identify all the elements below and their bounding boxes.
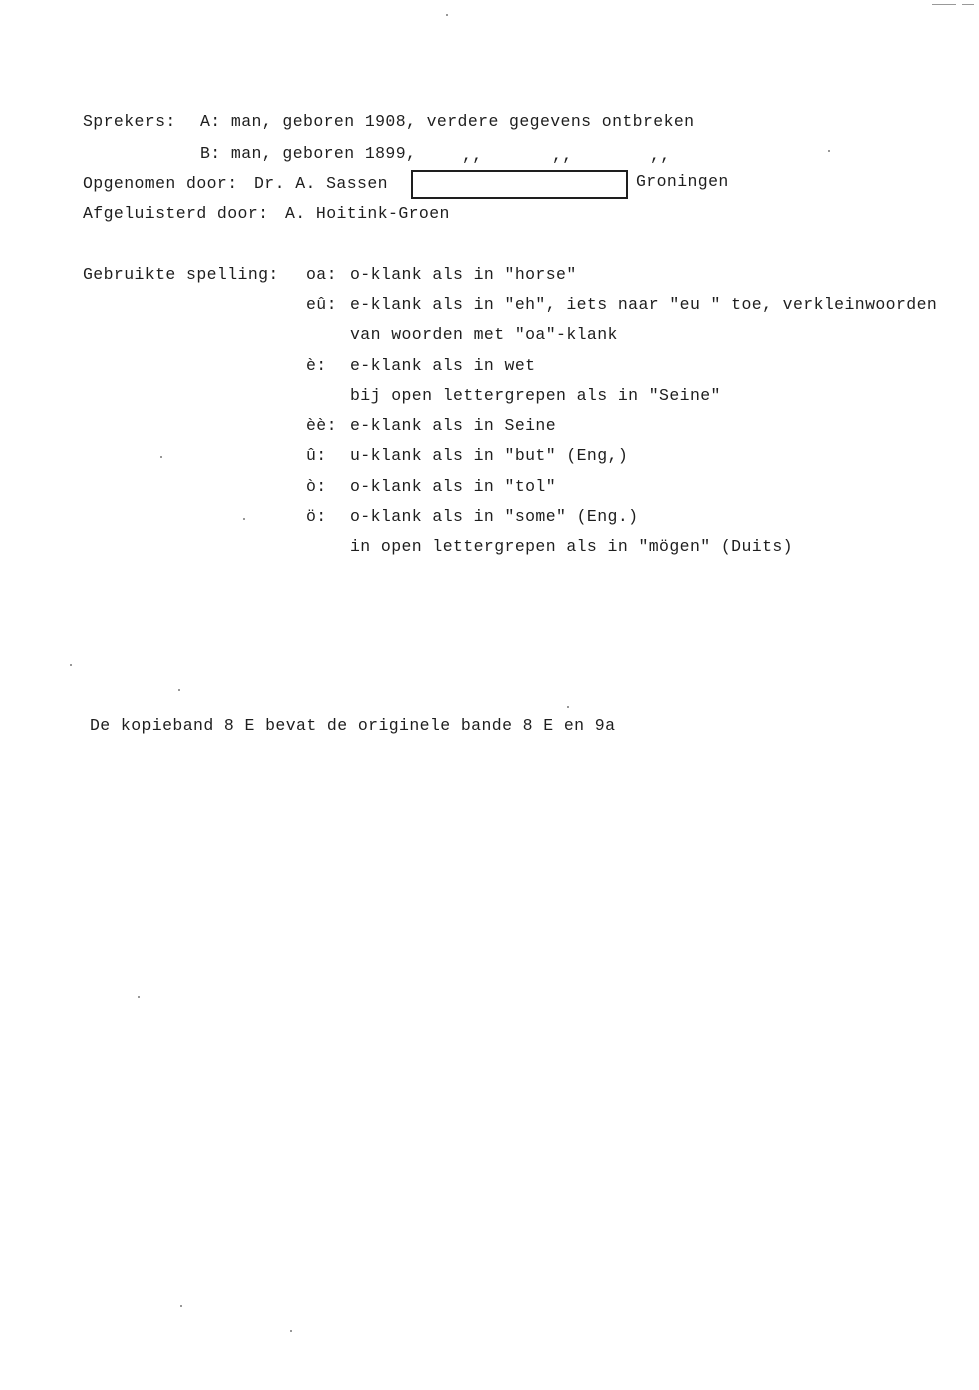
listened-label: Afgeluisterd door: [83,204,269,223]
ditto-mark: ,, [462,146,483,165]
ditto-mark: ,, [650,146,671,165]
spelling-text: van woorden met "oa"-klank [350,325,618,344]
scan-speck [178,689,180,691]
spelling-symbol: è: [306,356,327,375]
spelling-text: o-klank als in "horse" [350,265,577,284]
scan-speck [160,456,162,458]
spelling-text: e-klank als in Seine [350,416,557,435]
spelling-text: in open lettergrepen als in "mögen" (Duits) [350,537,793,556]
listened-name: A. Hoitink-Groen [285,204,450,223]
scan-speck [828,150,830,152]
spelling-text: o-klank als in "tol" [350,477,557,496]
footer-note: De kopieband 8 E bevat de originele bande 8 E en 9a [90,716,616,735]
spelling-label: Gebruikte spelling: [83,265,279,284]
scan-speck [138,996,140,998]
spelling-symbol: ò: [306,477,327,496]
scan-speck [70,664,72,666]
speaker-b: B: man, geboren 1899, [200,144,417,163]
recorded-place: Groningen [636,172,729,191]
scan-mark [932,4,956,5]
scan-speck [567,706,569,708]
spelling-symbol: û: [306,446,327,465]
spelling-symbol: oa: [306,265,337,284]
recorded-name: Dr. A. Sassen [254,174,388,193]
spelling-symbol: ö: [306,507,327,526]
spelling-text: o-klank als in "some" (Eng.) [350,507,639,526]
scan-speck [180,1305,182,1307]
spelling-text: e-klank als in wet [350,356,536,375]
scan-speck [290,1330,292,1332]
recorded-label: Opgenomen door: [83,174,238,193]
scan-mark [962,4,974,5]
scan-speck [243,518,245,520]
speaker-a: A: man, geboren 1908, verdere gegevens ontbreken [200,112,695,131]
spelling-text: e-klank als in "eh", iets naar "eu " toe, verkleinwoorden [350,295,938,314]
scan-speck [446,14,448,16]
redacted-box [411,170,628,199]
spelling-text: bij open lettergrepen als in "Seine" [350,386,721,405]
spelling-symbol: eû: [306,295,337,314]
spelling-symbol: èè: [306,416,337,435]
ditto-mark: ,, [552,146,573,165]
spelling-text: u-klank als in "but" (Eng,) [350,446,629,465]
speakers-label: Sprekers: [83,112,176,131]
